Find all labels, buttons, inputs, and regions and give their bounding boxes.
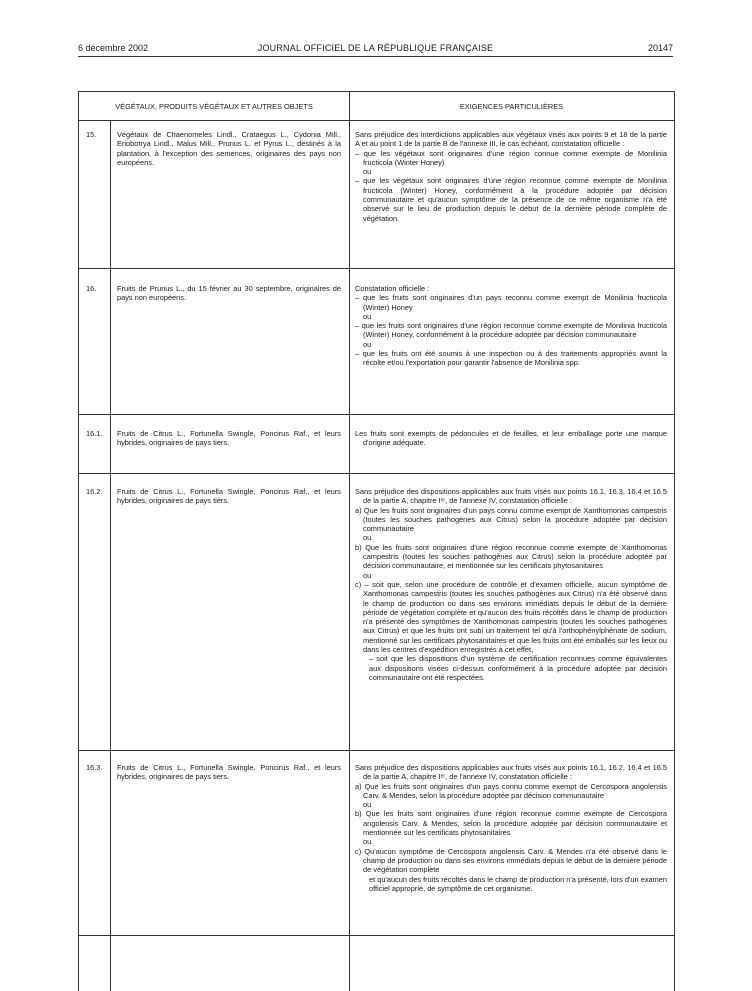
row-description: Fruits de Citrus L., Fortunella Swingle, Poncirus Raf., et leurs hybrides, originaires de pays tiers. bbox=[117, 429, 341, 448]
requirement-line: a) Que les fruits sont originaires d'un pays connu comme exempt de Xanthomonas campestris (toutes les souches pathogènes aux Citrus) selon la procédure adoptée par décision communautaire bbox=[355, 505, 667, 534]
row-requirements bbox=[355, 429, 667, 448]
requirement-line: ou bbox=[363, 570, 372, 580]
requirement-line: ou bbox=[363, 533, 372, 543]
column-header-requirements: EXIGENCES PARTICULIÈRES bbox=[459, 101, 564, 111]
requirement-line: Sans préjudice des dispositions applicables aux fruits visés aux points 16.1, 16.3, 16.4 et 16.5 de la partie A, chapitre Iᵉʳ, de l'annexe IV, constatation officielle : bbox=[355, 487, 667, 506]
row-description: Fruits de Citrus L., Fortunella Swingle, Poncirus Raf., et leurs hybrides, originaires de pays tiers. bbox=[117, 763, 341, 782]
row-number: 16.1. bbox=[86, 429, 103, 438]
header-date: 6 décembre 2002 bbox=[78, 43, 149, 53]
requirement-line: Constatation officielle : bbox=[355, 284, 430, 293]
requirements-table bbox=[78, 91, 675, 991]
column-header-objects: VÉGÉTAUX, PRODUITS VÉGÉTAUX ET AUTRES OBJETS bbox=[115, 101, 313, 111]
requirement-line: a) Que les fruits sont originaires d'un pays connu comme exempt de Cercospora angolensis Carv. & Mendes, selon la procédure adoptée par décision communautaire bbox=[355, 781, 667, 800]
requirement-line: – soit que les dispositions d'un système de certification reconnues comme équivalentes aux dispositions visées ci-dessus conformément à la procédure adoptée par décision communautaire ont été respectées. bbox=[369, 654, 667, 682]
column-divider-number bbox=[110, 120, 111, 991]
header-rule bbox=[78, 56, 673, 57]
page-number: 20147 bbox=[647, 43, 673, 53]
requirement-line: Les fruits sont exempts de pédoncules et de feuilles, et leur emballage porte une marque d'origine adéquate. bbox=[355, 429, 667, 448]
row-requirements bbox=[355, 130, 667, 223]
requirement-line: et qu'aucun des fruits récoltés dans le champ de production n'a présenté, lors d'un examen officiel approprié, de symptôme de cet organisme. bbox=[369, 874, 667, 893]
column-divider-requirements bbox=[349, 92, 350, 991]
requirement-line: – que les fruits sont originaires d'une région reconnue comme exempte de Monilinia fructicola (Winter) Honey, conformément à la procédure adoptée par décision communautaire bbox=[355, 321, 667, 340]
requirement-line: – que les végétaux sont originaires d'une région reconnue comme exempte de Monilinia fructicola (Winter) Honey, conformément à la procédure adoptée par décision communautaire et qu'aucun symptôme de la présence de ce même organisme n'a été observé sur le lieu de production depuis le début de la dernière période complète de végétation. bbox=[355, 176, 667, 223]
page-header bbox=[78, 43, 673, 57]
row-separator bbox=[79, 935, 674, 936]
row-number: 16.3. bbox=[86, 763, 103, 772]
requirement-line: b) Que les fruits sont originaires d'une région reconnue comme exempte de Xanthomonas campestris (toutes les souches pathogènes aux Citrus) selon la procédure adoptée par décision communautaire, et mentionnée sur les certificats phytosanitaires bbox=[355, 542, 667, 571]
requirement-line: ou bbox=[363, 800, 372, 810]
header-separator bbox=[79, 120, 674, 121]
requirement-line: ou bbox=[363, 167, 372, 177]
requirement-line: ou bbox=[363, 311, 372, 321]
requirement-line: – que les végétaux sont originaires d'une région connue comme exempte de Monilinia fructicola (Winter Honey) bbox=[355, 148, 667, 167]
requirement-line: c) – soit que, selon une procédure de contrôle et d'examen officielle, aucun symptôme de Xanthomonas campestris (toutes les souches pathogènes aux Citrus) n'a été observé dans le champ de production ou dans ses environs immédiats depuis le début de la dernière période de végétation complète et qu'aucun des fruits récoltés dans le champ de production n'a présenté des symptômes de Xanthomonas campestris (toutes les souches pathogènes aux Citrus) et que les fruits ont subi un traitement tel qu'à l'orthophénylphénate de sodium, mentionné sur les certificats phytosanitaires et que les fruits ont été emballés sur les lieux ou dans les centres d'expédition enregistrés à cet effet, bbox=[355, 579, 667, 655]
row-description: Végétaux de Chaenomeles Lindl., Crataegus L., Cydonia Mill., Eriobotrya Lindl., Malus Mill., Prunus L. et Pyrus L., destinés à la plantation, à l'exception des semences, originaires des pays non européens. bbox=[117, 130, 341, 167]
row-separator bbox=[79, 473, 674, 474]
row-requirements bbox=[355, 284, 667, 368]
row-separator bbox=[79, 750, 674, 751]
requirement-line: Sans préjudice des dispositions applicables aux fruits visés aux points 16.1, 16.2, 16.4 et 16.5 de la partie A, chapitre Iᵉʳ, de l'annexe IV, constatation officielle : bbox=[355, 763, 667, 782]
row-separator bbox=[79, 268, 674, 269]
row-number: 16.2. bbox=[86, 487, 103, 496]
row-number: 15. bbox=[86, 130, 97, 139]
row-number: 16. bbox=[86, 284, 97, 293]
journal-title: JOURNAL OFFICIEL DE LA RÉPUBLIQUE FRANÇAISE bbox=[257, 43, 494, 53]
requirement-line: c) Qu'aucun symptôme de Cercospora angolensis Carv. & Mendes n'a été observé dans le champ de production ou dans ses environs immédiats depuis le début de la dernière période de végétation complète bbox=[355, 846, 667, 875]
requirement-line: ou bbox=[363, 339, 372, 349]
requirement-line: – que les fruits ont été soumis à une inspection ou à des traitements appropriés avant la récolte et/ou l'exportation pour garantir l'absence de Monilinia spp. bbox=[355, 349, 667, 368]
requirement-line: Sans préjudice des interdictions applicables aux végétaux visés aux points 9 et 18 de la partie A et au point 1 de la partie B de l'annexe III, le cas échéant, constatation officielle : bbox=[355, 130, 667, 149]
requirement-line: – que les fruits sont originaires d'un pays reconnu comme exempt de Monilinia fructicola (Winter) Honey bbox=[355, 293, 667, 312]
requirement-line: b) Que les fruits sont originaires d'une région reconnue comme exempte de Cercospora angolensis Carv. & Mendes, selon la procédure adoptée par décision communautaire et mentionnée sur les certificats phytosanitaires bbox=[355, 809, 667, 838]
row-description: Fruits de Citrus L., Fortunella Swingle, Poncirus Raf., et leurs hybrides, originaires de pays tiers. bbox=[117, 487, 341, 506]
requirement-line: ou bbox=[363, 837, 372, 847]
row-requirements bbox=[355, 487, 667, 682]
row-separator bbox=[79, 414, 674, 415]
row-requirements bbox=[355, 763, 667, 893]
row-description: Fruits de Prunus L., du 15 février au 30 septembre, originaires de pays non européens. bbox=[117, 284, 341, 303]
